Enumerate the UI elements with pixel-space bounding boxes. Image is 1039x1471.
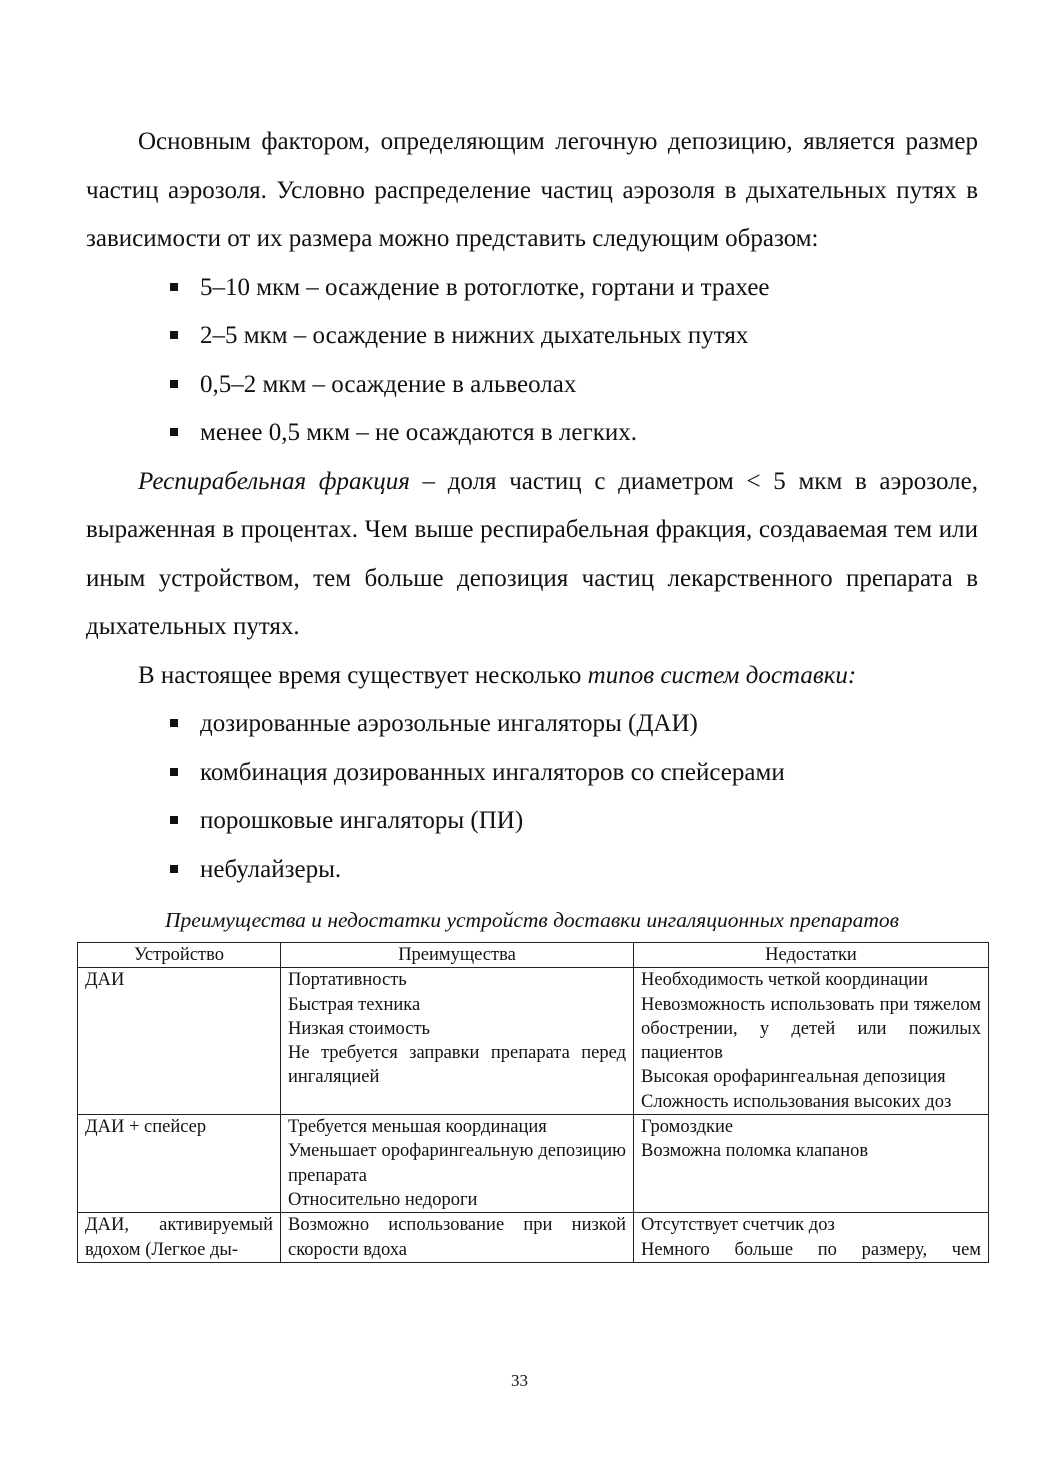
term-respirable-fraction: Респирабельная фракция bbox=[138, 467, 410, 495]
cell-device: ДАИ, активируемый вдохом (Легкое ды- bbox=[78, 1213, 281, 1263]
paragraph-delivery-types: В настоящее время существует несколько типов систем доставки: bbox=[138, 661, 857, 689]
cell-pros: Возможно использование при низкой скорости вдоха bbox=[281, 1213, 634, 1263]
cell-pros: Портативность Быстрая техника Низкая стоимость Не требуется заправки препарата перед ингаляцией bbox=[281, 968, 634, 1115]
list-item: 0,5–2 мкм – осаждение в альвеолах bbox=[166, 361, 978, 410]
table-row bbox=[78, 968, 989, 1115]
column-header-pros: Преимущества bbox=[281, 943, 634, 968]
cell-device: ДАИ bbox=[78, 968, 281, 1115]
cell-pros: Требуется меньшая координация Уменьшает орофарингеальную депозицию препарата Относительно недороги bbox=[281, 1115, 634, 1213]
particle-size-list bbox=[86, 264, 978, 458]
square-bullet-icon bbox=[170, 380, 178, 388]
list-item: 2–5 мкм – осаждение в нижних дыхательных путях bbox=[166, 312, 978, 361]
delivery-types-list bbox=[86, 700, 978, 894]
list-item: дозированные аэрозольные ингаляторы (ДАИ) bbox=[166, 700, 978, 749]
page-body bbox=[85, 118, 981, 1263]
paragraph-particle-size: Основным фактором, определяющим легочную депозицию, является размер частиц аэрозоля. Условно распределение частиц аэрозоля в дыхательных путях в зависимости от их размера можно представить следующим образом: bbox=[86, 128, 978, 252]
square-bullet-icon bbox=[170, 768, 178, 776]
square-bullet-icon bbox=[170, 816, 178, 824]
table-header-row bbox=[78, 943, 989, 968]
table-row bbox=[78, 1213, 989, 1263]
list-item: комбинация дозированных ингаляторов со спейсерами bbox=[166, 749, 978, 798]
devices-table bbox=[77, 942, 989, 1263]
cell-cons: Громоздкие Возможна поломка клапанов bbox=[634, 1115, 989, 1213]
square-bullet-icon bbox=[170, 331, 178, 339]
square-bullet-icon bbox=[170, 428, 178, 436]
square-bullet-icon bbox=[170, 283, 178, 291]
list-item: порошковые ингаляторы (ПИ) bbox=[166, 797, 978, 846]
list-item: небулайзеры. bbox=[166, 846, 978, 895]
cell-cons: Отсутствует счетчик доз Немного больше по размеру, чем bbox=[634, 1213, 989, 1263]
cell-device: ДАИ + спейсер bbox=[78, 1115, 281, 1213]
list-item: 5–10 мкм – осаждение в ротоглотке, гортани и трахее bbox=[166, 264, 978, 313]
list-item: менее 0,5 мкм – не осаждаются в легких. bbox=[166, 409, 978, 458]
column-header-device: Устройство bbox=[78, 943, 281, 968]
table-row bbox=[78, 1115, 989, 1213]
column-header-cons: Недостатки bbox=[634, 943, 989, 968]
page-number: 33 bbox=[511, 1371, 528, 1390]
paragraph-respirable-fraction: Респирабельная фракция – доля частиц с диаметром < 5 мкм в аэрозоле, выраженная в процентах. Чем выше респирабельная фракция, создаваемая тем или иным устройством, тем больше депозиция частиц лекарственного препарата в дыхательных путях. bbox=[86, 467, 978, 640]
square-bullet-icon bbox=[170, 719, 178, 727]
square-bullet-icon bbox=[170, 865, 178, 873]
table-caption: Преимущества и недостатки устройств доставки ингаляционных препаратов bbox=[165, 908, 899, 932]
cell-cons: Необходимость четкой координации Невозможность использовать при тяжелом обострении, у детей или пожилых пациентов Высокая орофарингеальная депозиция Сложность использования высоких доз bbox=[634, 968, 989, 1115]
